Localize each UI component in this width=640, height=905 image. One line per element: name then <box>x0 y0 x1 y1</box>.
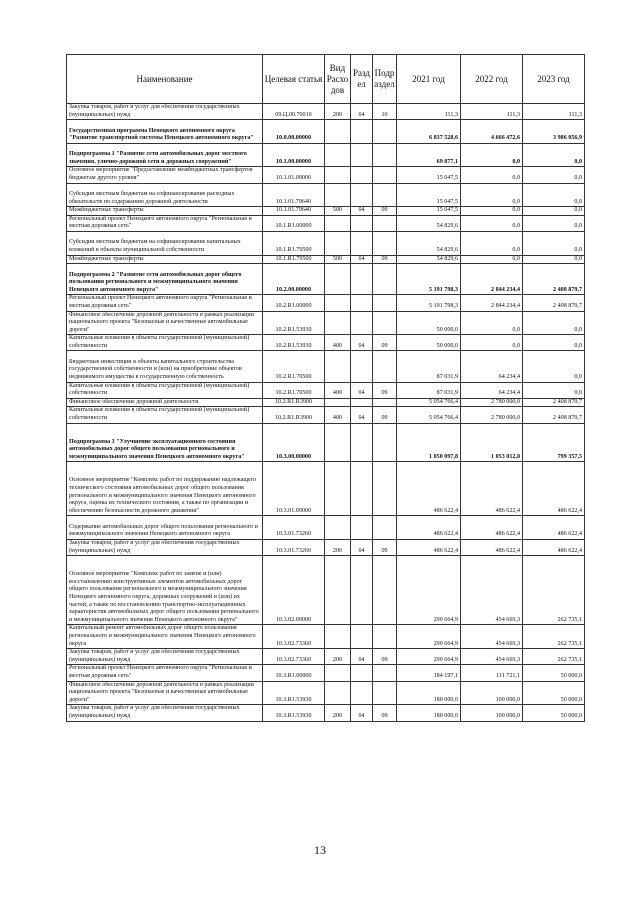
row-vid <box>325 167 351 183</box>
row-name: Содержание автомобильных дорог общего пользования регионального и межмуниципального значения Ненецкого автономного округа <box>67 516 263 540</box>
table-row <box>67 143 585 167</box>
row-2021: 5 191 798,3 <box>397 295 461 311</box>
table-row <box>67 382 585 398</box>
row-razdel <box>351 215 373 231</box>
row-2021: 54 829,6 <box>397 255 461 264</box>
row-name: Межбюджетные трансферты <box>67 255 263 264</box>
row-code: 10.2.R1.00000 <box>263 295 325 311</box>
row-podrazdel <box>373 625 397 649</box>
row-2021: 290 664,9 <box>397 649 461 665</box>
row-podrazdel <box>373 398 397 407</box>
row-2021: 290 664,9 <box>397 625 461 649</box>
table-row <box>67 207 585 216</box>
row-vid <box>325 681 351 705</box>
row-razdel <box>351 264 373 295</box>
row-2022: 2 780 000,0 <box>461 398 523 407</box>
row-razdel: 04 <box>351 255 373 264</box>
row-name: Государственная программа Ненецкого автономного округа "Развитие транспортной системы Ненецкого автономного округа" <box>67 120 263 144</box>
row-code: 10.0.00.00000 <box>263 120 325 144</box>
row-razdel: 04 <box>351 207 373 216</box>
row-podrazdel: 09 <box>373 382 397 398</box>
row-razdel <box>351 311 373 335</box>
table-row <box>67 665 585 681</box>
row-2023: 799 357,5 <box>523 423 585 462</box>
row-code: 10.3.R1.53930 <box>263 681 325 705</box>
row-podrazdel <box>373 167 397 183</box>
row-2022: 0,0 <box>461 335 523 351</box>
row-2023: 2 408 879,7 <box>523 398 585 407</box>
row-vid <box>325 311 351 335</box>
table-row <box>67 540 585 556</box>
row-name: Финансовое обеспечение дорожной деятельности <box>67 398 263 407</box>
row-name: Закупка товаров, работ и услуг для обеспечения государственных (муниципальных) нужд <box>67 104 263 120</box>
row-razdel: 04 <box>351 705 373 721</box>
row-code: 10.2.00.00000 <box>263 264 325 295</box>
table-row <box>67 215 585 231</box>
row-2022: 0,0 <box>461 215 523 231</box>
row-2021: 486 622,4 <box>397 540 461 556</box>
table-row <box>67 264 585 295</box>
row-2021: 486 622,4 <box>397 516 461 540</box>
header-2022: 2022 год <box>461 55 523 104</box>
row-razdel <box>351 351 373 382</box>
row-name: Региональный проект Ненецкого автономного округа "Региональная и местная дорожная сеть" <box>67 665 263 681</box>
row-podrazdel: 10 <box>373 104 397 120</box>
row-razdel: 04 <box>351 335 373 351</box>
row-vid: 200 <box>325 649 351 665</box>
row-2021: 486 622,4 <box>397 462 461 516</box>
header-code: Целевая статья <box>263 55 325 104</box>
row-name: Основное мероприятие "Комплекс работ по замене и (или) восстановлению конструктивных элементов автомобильных дорог общего пользования регионального и межмуниципального значения Ненецкого автономного округа, дорожных сооружений и (или) их частей, а также по восстановлению транспортно-эксплуатационных характеристик автомобильных дорог общего пользования регионального и межмуниципального значения Ненецкого автономного округа" <box>67 556 263 625</box>
row-code: 09.Ц.00.70010 <box>263 104 325 120</box>
row-podrazdel <box>373 516 397 540</box>
table-row <box>67 407 585 423</box>
row-2023: 262 735,1 <box>523 625 585 649</box>
row-name: Региональный проект Ненецкого автономного округа "Региональная и местная дорожная сеть" <box>67 295 263 311</box>
row-name: Капитальные вложения в объекты государственной (муниципальной) собственности <box>67 407 263 423</box>
row-code: 10.1.R1.00000 <box>263 215 325 231</box>
row-podrazdel <box>373 183 397 207</box>
row-2021: 54 829,6 <box>397 215 461 231</box>
row-name: Основное мероприятие "Предоставление межбюджетных трансфертов бюджетам другого уровня" <box>67 167 263 183</box>
row-code: 10.1.01.00000 <box>263 167 325 183</box>
row-2023: 0,0 <box>523 143 585 167</box>
row-2021: 15 047,5 <box>397 183 461 207</box>
row-name: Межбюджетные трансферты <box>67 207 263 216</box>
header-2021: 2021 год <box>397 55 461 104</box>
row-code: 10.2.R1.70500 <box>263 382 325 398</box>
table-row <box>67 231 585 255</box>
row-name: Закупка товаров, работ и услуг для обеспечения государственных (муниципальных) нужд <box>67 705 263 721</box>
row-2023: 0,0 <box>523 167 585 183</box>
row-razdel <box>351 423 373 462</box>
row-razdel <box>351 143 373 167</box>
budget-table-page <box>66 54 584 722</box>
table-row <box>67 335 585 351</box>
table-row <box>67 625 585 649</box>
row-code: 10.2.R1.53930 <box>263 335 325 351</box>
row-code: 10.3.00.00000 <box>263 423 325 462</box>
row-code: 10.3.01.73260 <box>263 540 325 556</box>
header-vid: Вид Расхо дов <box>325 55 351 104</box>
row-vid: 400 <box>325 407 351 423</box>
row-2023: 50 000,0 <box>523 665 585 681</box>
row-2023: 0,0 <box>523 311 585 335</box>
row-podrazdel: 09 <box>373 705 397 721</box>
row-name: Подпрограмма 2 "Развитие сети автомобильных дорог общего пользования регионального и межмуниципального значения Ненецкого автономного округа" <box>67 264 263 295</box>
row-name: Бюджетные инвестиции в объекты капитального строительства государственной собственности и (или) на приобретение объектов недвижимого имущества в государственную собственность <box>67 351 263 382</box>
row-code: 10.1.R1.79500 <box>263 255 325 264</box>
row-2022: 454 669,3 <box>461 625 523 649</box>
row-2022: 0,0 <box>461 167 523 183</box>
row-razdel <box>351 231 373 255</box>
table-row <box>67 295 585 311</box>
row-name: Подпрограмма 3 "Улучшение эксплуатационного состояния автомобильных дорог общего пользования регионального и межмуниципального значения Ненецкого автономного округа" <box>67 423 263 462</box>
row-razdel <box>351 183 373 207</box>
row-2023: 0,0 <box>523 207 585 216</box>
row-vid <box>325 398 351 407</box>
row-2022: 64 234,4 <box>461 382 523 398</box>
row-code: 10.3.01.73260 <box>263 516 325 540</box>
row-vid <box>325 556 351 625</box>
row-razdel <box>351 556 373 625</box>
row-2021: 111,3 <box>397 104 461 120</box>
row-podrazdel: 09 <box>373 649 397 665</box>
row-2022: 0,0 <box>461 255 523 264</box>
row-name: Основное мероприятие "Комплекс работ по поддержанию надлежащего технического состояния автомобильных дорог общего пользования регионального и межмуниципального значения Ненецкого автономного округа, оценка их технического состояния, а также по организации и обеспечению безопасности дорожного движения" <box>67 462 263 516</box>
row-name: Закупка товаров, работ и услуг для обеспечения государственных (муниципальных) нужд <box>67 649 263 665</box>
row-vid <box>325 183 351 207</box>
row-2021: 290 664,9 <box>397 556 461 625</box>
row-code: 10.3.02.00000 <box>263 556 325 625</box>
row-vid <box>325 665 351 681</box>
row-name: Закупка товаров, работ и услуг для обеспечения государственных (муниципальных) нужд <box>67 540 263 556</box>
row-vid <box>325 231 351 255</box>
row-vid: 400 <box>325 382 351 398</box>
row-razdel: 04 <box>351 382 373 398</box>
row-vid <box>325 423 351 462</box>
row-vid <box>325 264 351 295</box>
row-name: Подпрограмма 1 "Развитие сети автомобильных дорог местного значения, улично-дорожной сети и дорожных сооружений" <box>67 143 263 167</box>
row-2021: 54 829,6 <box>397 231 461 255</box>
row-name: Капитальный ремонт автомобильных дорог общего пользования регионального и межмуниципального значения Ненецкого автономного округа <box>67 625 263 649</box>
row-code: 10.2.R1.R3900 <box>263 398 325 407</box>
row-2021: 87 031,9 <box>397 382 461 398</box>
row-podrazdel <box>373 681 397 705</box>
row-podrazdel <box>373 143 397 167</box>
row-vid: 200 <box>325 540 351 556</box>
row-code: 10.1.R1.79500 <box>263 231 325 255</box>
row-2021: 69 877,1 <box>397 143 461 167</box>
row-podrazdel <box>373 423 397 462</box>
table-row <box>67 120 585 144</box>
row-2021: 50 000,0 <box>397 311 461 335</box>
row-podrazdel <box>373 462 397 516</box>
row-vid: 200 <box>325 104 351 120</box>
row-podrazdel <box>373 351 397 382</box>
row-vid <box>325 351 351 382</box>
row-2023: 0,0 <box>523 382 585 398</box>
table-row <box>67 104 585 120</box>
row-2021: 180 000,0 <box>397 705 461 721</box>
row-code: 10.1.01.79640 <box>263 183 325 207</box>
row-2022: 2 780 000,0 <box>461 407 523 423</box>
row-2023: 2 408 879,7 <box>523 295 585 311</box>
row-razdel: 04 <box>351 104 373 120</box>
page-number: 13 <box>314 843 326 857</box>
row-razdel <box>351 167 373 183</box>
row-2021: 5 054 766,4 <box>397 398 461 407</box>
row-podrazdel <box>373 215 397 231</box>
table-row <box>67 398 585 407</box>
row-vid <box>325 295 351 311</box>
table-row <box>67 183 585 207</box>
row-vid <box>325 462 351 516</box>
table-row <box>67 649 585 665</box>
row-razdel <box>351 516 373 540</box>
row-code: 10.3.02.73360 <box>263 649 325 665</box>
row-2021: 184 197,1 <box>397 665 461 681</box>
row-2023: 3 986 056,9 <box>523 120 585 144</box>
row-2021: 180 000,0 <box>397 681 461 705</box>
row-razdel <box>351 665 373 681</box>
table-row <box>67 681 585 705</box>
row-code: 10.2.R1.R3900 <box>263 407 325 423</box>
row-2022: 64 234,4 <box>461 351 523 382</box>
row-razdel <box>351 462 373 516</box>
row-2023: 111,3 <box>523 104 585 120</box>
row-2023: 2 408 879,7 <box>523 407 585 423</box>
row-2023: 2 408 879,7 <box>523 264 585 295</box>
row-podrazdel <box>373 311 397 335</box>
row-2023: 0,0 <box>523 335 585 351</box>
budget-table <box>66 54 585 722</box>
row-2022: 100 000,0 <box>461 705 523 721</box>
header-2023: 2023 год <box>523 55 585 104</box>
row-2022: 486 622,4 <box>461 540 523 556</box>
row-2022: 486 622,4 <box>461 462 523 516</box>
table-row <box>67 556 585 625</box>
row-2022: 0,0 <box>461 143 523 167</box>
row-vid <box>325 625 351 649</box>
row-podrazdel <box>373 231 397 255</box>
row-podrazdel: 09 <box>373 255 397 264</box>
row-razdel <box>351 398 373 407</box>
table-header-row <box>67 55 585 104</box>
row-2022: 111,3 <box>461 104 523 120</box>
row-code: 10.1.01.79640 <box>263 207 325 216</box>
row-2023: 486 622,4 <box>523 462 585 516</box>
row-2023: 0,0 <box>523 215 585 231</box>
row-2023: 262 735,1 <box>523 556 585 625</box>
table-row <box>67 516 585 540</box>
row-name: Региональный проект Ненецкого автономного округа "Региональная и местная дорожная сеть" <box>67 215 263 231</box>
row-2022: 0,0 <box>461 207 523 216</box>
row-2021: 87 031,9 <box>397 351 461 382</box>
row-vid: 500 <box>325 207 351 216</box>
row-razdel <box>351 625 373 649</box>
row-2023: 50 000,0 <box>523 705 585 721</box>
row-podrazdel <box>373 120 397 144</box>
row-2023: 0,0 <box>523 183 585 207</box>
row-code: 10.1.00.00000 <box>263 143 325 167</box>
row-2021: 1 050 097,8 <box>397 423 461 462</box>
row-2022: 2 844 234,4 <box>461 264 523 295</box>
row-razdel <box>351 120 373 144</box>
row-vid: 400 <box>325 335 351 351</box>
row-code: 10.3.01.00000 <box>263 462 325 516</box>
header-podrazdel: Подр аздел <box>373 55 397 104</box>
row-name: Субсидии местным бюджетам на софинансирование капитальных вложений в объекты муниципальной собственности <box>67 231 263 255</box>
table-row <box>67 462 585 516</box>
row-2023: 0,0 <box>523 255 585 264</box>
row-podrazdel <box>373 556 397 625</box>
row-name: Капитальные вложения в объекты государственной (муниципальной) собственности <box>67 335 263 351</box>
row-vid <box>325 516 351 540</box>
row-vid <box>325 143 351 167</box>
row-2022: 0,0 <box>461 231 523 255</box>
row-2021: 50 000,0 <box>397 335 461 351</box>
row-2022: 486 622,4 <box>461 516 523 540</box>
row-code: 10.3.R1.53930 <box>263 705 325 721</box>
row-razdel: 04 <box>351 407 373 423</box>
row-code: 10.3.R1.00000 <box>263 665 325 681</box>
row-name: Капитальные вложения в объекты государственной (муниципальной) собственности <box>67 382 263 398</box>
row-2023: 262 735,1 <box>523 649 585 665</box>
table-row <box>67 255 585 264</box>
row-code: 10.3.02.73360 <box>263 625 325 649</box>
header-razdel: Разд ел <box>351 55 373 104</box>
row-podrazdel <box>373 665 397 681</box>
row-2023: 0,0 <box>523 351 585 382</box>
row-2022: 454 669,3 <box>461 649 523 665</box>
row-podrazdel <box>373 295 397 311</box>
row-2021: 15 047,5 <box>397 207 461 216</box>
row-code: 10.2.R1.70500 <box>263 351 325 382</box>
row-2022: 0,0 <box>461 311 523 335</box>
row-name: Субсидии местным бюджетам на софинансирование расходных обязательств по содержанию дорожной деятельности <box>67 183 263 207</box>
table-row <box>67 167 585 183</box>
header-name: Наименование <box>67 55 263 104</box>
row-2022: 111 721,1 <box>461 665 523 681</box>
row-name: Финансовое обеспечение дорожной деятельности в рамках реализации национального проекта "Безопасные и качественные автомобильные дороги" <box>67 681 263 705</box>
table-row <box>67 311 585 335</box>
row-2021: 15 047,5 <box>397 167 461 183</box>
row-2021: 5 054 766,4 <box>397 407 461 423</box>
row-2022: 0,0 <box>461 183 523 207</box>
row-2022: 4 666 472,6 <box>461 120 523 144</box>
row-code: 10.2.R1.53930 <box>263 311 325 335</box>
row-name: Финансовое обеспечение дорожной деятельности в рамках реализации национального проекта "Безопасные и качественные автомобильные дороги" <box>67 311 263 335</box>
table-row <box>67 705 585 721</box>
row-vid: 200 <box>325 705 351 721</box>
row-podrazdel: 09 <box>373 207 397 216</box>
row-2023: 50 000,0 <box>523 681 585 705</box>
row-razdel <box>351 681 373 705</box>
row-2022: 454 669,3 <box>461 556 523 625</box>
row-razdel <box>351 295 373 311</box>
row-podrazdel <box>373 264 397 295</box>
row-2023: 486 622,4 <box>523 516 585 540</box>
row-vid <box>325 215 351 231</box>
row-podrazdel: 09 <box>373 335 397 351</box>
table-row <box>67 351 585 382</box>
row-vid <box>325 120 351 144</box>
table-row <box>67 423 585 462</box>
row-2022: 100 000,0 <box>461 681 523 705</box>
row-2021: 6 837 528,6 <box>397 120 461 144</box>
row-2022: 2 844 234,4 <box>461 295 523 311</box>
row-2023: 0,0 <box>523 231 585 255</box>
row-2022: 1 053 012,8 <box>461 423 523 462</box>
row-2021: 5 191 798,3 <box>397 264 461 295</box>
row-podrazdel: 09 <box>373 540 397 556</box>
row-razdel: 04 <box>351 540 373 556</box>
row-podrazdel: 09 <box>373 407 397 423</box>
row-razdel: 04 <box>351 649 373 665</box>
table-body <box>67 104 585 722</box>
row-2023: 486 622,4 <box>523 540 585 556</box>
row-vid: 500 <box>325 255 351 264</box>
